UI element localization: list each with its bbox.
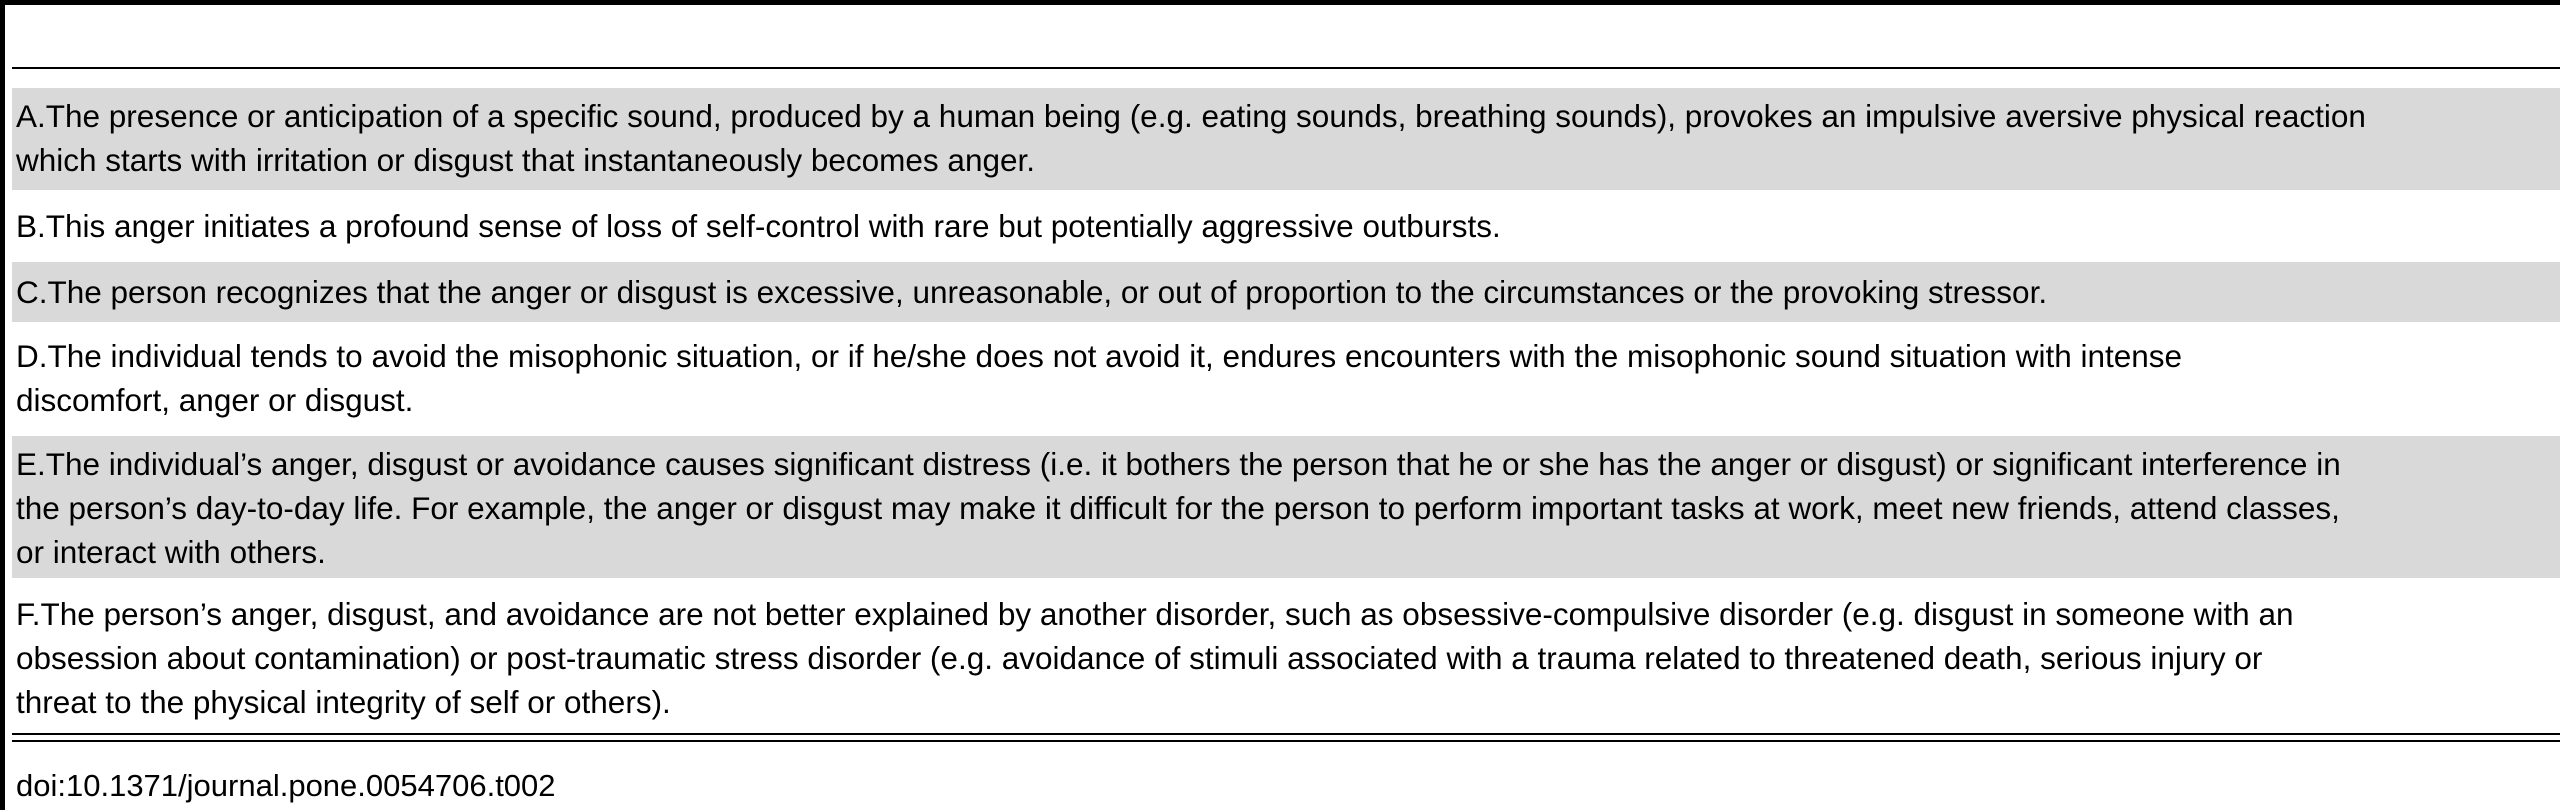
table-left-border [0, 0, 5, 810]
table-row-criterion-e [12, 436, 2560, 578]
row-d-line-1: D.The individual tends to avoid the misophonic situation, or if he/she does not avoid it, endures encounters with the misophonic sound situation with intense [16, 338, 2183, 374]
table-bottom-rule-upper [12, 733, 2560, 735]
row-f-line-3: threat to the physical integrity of self or others). [16, 684, 671, 720]
table-row-criterion-b [12, 196, 2560, 256]
table-top-border [0, 0, 2560, 5]
table-header-rule [12, 67, 2560, 69]
row-b-line-1: B.This anger initiates a profound sense of loss of self-control with rare but potentially aggressive outbursts. [16, 208, 1501, 244]
row-e-line-1: E.The individual’s anger, disgust or avoidance causes significant distress (i.e. it bothers the person that he or she has the anger or disgust) or significant interference in [16, 446, 2341, 482]
row-d-line-2: discomfort, anger or disgust. [16, 382, 414, 418]
row-c-line-1: C.The person recognizes that the anger or disgust is excessive, unreasonable, or out of proportion to the circumstances or the provoking stressor. [16, 274, 2048, 310]
row-f-line-1: F.The person’s anger, disgust, and avoidance are not better explained by another disorder, such as obsessive-compulsive disorder (e.g. disgust in someone with an [16, 596, 2294, 632]
table-row-criterion-f [12, 584, 2560, 726]
row-e-line-2: the person’s day-to-day life. For example, the anger or disgust may make it difficult for the person to perform important tasks at work, meet new friends, attend classes, [16, 490, 2340, 526]
table-row-criterion-d [12, 328, 2560, 430]
row-e-line-3: or interact with others. [16, 534, 326, 570]
criteria-table [12, 88, 2560, 726]
row-a-line-2: which starts with irritation or disgust that instantaneously becomes anger. [16, 142, 1036, 178]
table-row-criterion-c [12, 262, 2560, 322]
table-bottom-rule-lower [12, 740, 2560, 742]
doi-caption: doi:10.1371/journal.pone.0054706.t002 [16, 768, 556, 803]
row-f-line-2: obsession about contamination) or post-traumatic stress disorder (e.g. avoidance of stimuli associated with a trauma related to threatened death, serious injury or [16, 640, 2263, 676]
row-a-line-1: A.The presence or anticipation of a specific sound, produced by a human being (e.g. eating sounds, breathing sounds), provokes an impulsive aversive physical reaction [16, 98, 2366, 134]
table-row-criterion-a [12, 88, 2560, 190]
